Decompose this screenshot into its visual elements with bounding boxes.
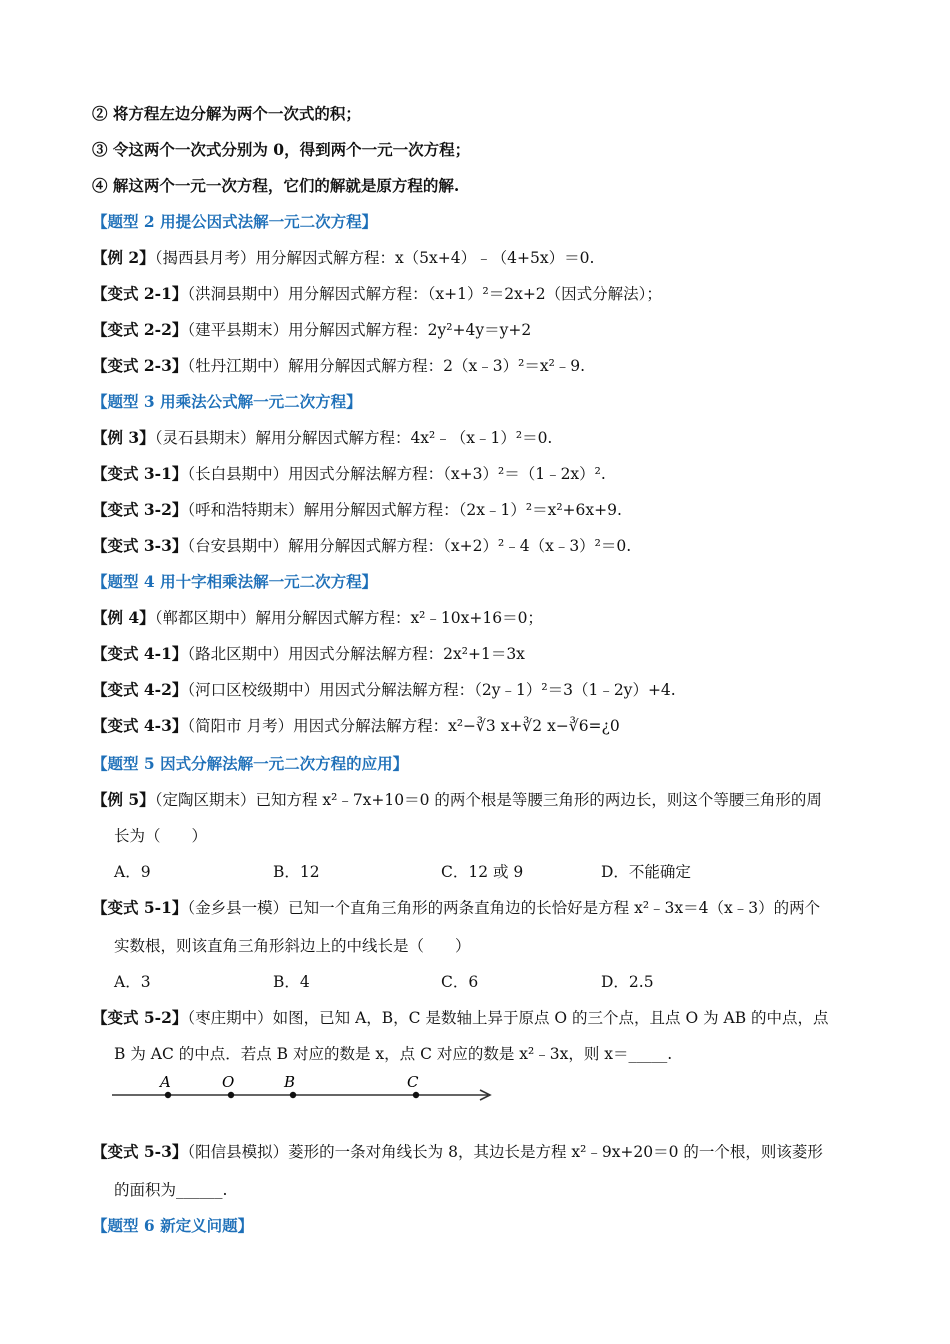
variant-5-2	[92, 1008, 829, 1028]
variant-5-3-tag: 【变式 5-3】	[92, 1142, 188, 1161]
variant-5-1-cont: 实数根，则该直角三角形斜边上的中线长是（ ）	[114, 937, 471, 955]
variant-4-3	[92, 716, 620, 736]
variant-4-2	[92, 680, 676, 700]
point-o-label: O	[222, 1073, 235, 1091]
variant-3-1	[92, 464, 606, 484]
variant-2-3	[92, 356, 585, 376]
heading-type-2: 【题型 2 用提公因式法解一元二次方程】	[92, 212, 378, 231]
variant-3-2	[92, 500, 622, 520]
variant-5-1	[92, 898, 820, 918]
example-3	[92, 428, 552, 448]
variant-3-3-text: （台安县期中）解用分解因式解方程：（x+2）²﹣4（x﹣3）²＝0.	[187, 537, 632, 555]
example-5-option-d: D．不能确定	[601, 863, 691, 881]
variant-4-2-tag: 【变式 4-2】	[92, 680, 188, 699]
variant-4-2-text: （河口区校级期中）用因式分解法解方程：（2y﹣1）²＝3（1﹣2y）+4.	[187, 681, 676, 699]
variant-3-3	[92, 536, 631, 556]
variant-4-3-tag: 【变式 4-3】	[92, 716, 188, 735]
variant-3-3-tag: 【变式 3-3】	[92, 536, 188, 555]
example-5	[92, 790, 822, 810]
step-4: ④ 解这两个一元一次方程，它们的解就是原方程的解.	[92, 176, 460, 195]
variant-5-3-cont: 的面积为______.	[114, 1181, 228, 1199]
variant-3-2-text: （呼和浩特期末）解用分解因式解方程：（2x﹣1）²＝x²+6x+9.	[187, 501, 622, 519]
variant-5-1-option-b: B．4	[273, 973, 310, 991]
example-2	[92, 248, 594, 268]
point-c	[413, 1092, 419, 1098]
variant-2-3-tag: 【变式 2-3】	[92, 356, 188, 375]
example-5-option-a: A．9	[114, 863, 151, 881]
point-b	[290, 1092, 296, 1098]
variant-2-2	[92, 320, 531, 340]
variant-5-2-text: （枣庄期中）如图，已知 A，B，C 是数轴上异于原点 O 的三个点，且点 O 为 AB 的中点，点	[187, 1009, 829, 1027]
point-b-label: B	[284, 1073, 296, 1091]
variant-4-3-text: （简阳市 月考）用因式分解法解方程：x²−∛3 x+∛2 x−∛6=¿0	[187, 717, 620, 735]
step-2: ② 将方程左边分解为两个一次式的积；	[92, 104, 361, 123]
variant-5-1-option-d: D．2.5	[601, 973, 654, 991]
example-4-text: （郸都区期中）解用分解因式解方程：x²﹣10x+16＝0；	[154, 609, 543, 627]
point-c-label: C	[407, 1073, 419, 1091]
variant-5-3-text: （阳信县模拟）菱形的一条对角线长为 8，其边长是方程 x²﹣9x+20＝0 的一个根，则该菱形	[187, 1143, 823, 1161]
heading-type-4: 【题型 4 用十字相乘法解一元二次方程】	[92, 572, 378, 591]
point-a-label: A	[160, 1073, 171, 1091]
step-3: ③ 令这两个一次式分别为 0，得到两个一元一次方程；	[92, 140, 471, 159]
example-5-tag: 【例 5】	[92, 790, 155, 809]
variant-5-2-tag: 【变式 5-2】	[92, 1008, 188, 1027]
variant-4-1-text: （路北区期中）用因式分解法解方程：2x²+1＝3x	[187, 645, 525, 663]
variant-3-1-tag: 【变式 3-1】	[92, 464, 188, 483]
variant-5-1-tag: 【变式 5-1】	[92, 898, 188, 917]
heading-type-3: 【题型 3 用乘法公式解一元二次方程】	[92, 392, 362, 411]
point-o	[228, 1092, 234, 1098]
example-5-text: （定陶区期末）已知方程 x²﹣7x+10＝0 的两个根是等腰三角形的两边长，则这个等腰三角形的周	[154, 791, 822, 809]
variant-2-2-tag: 【变式 2-2】	[92, 320, 188, 339]
example-5-cont: 长为（ ）	[114, 827, 208, 845]
variant-2-3-text: （牡丹江期中）解用分解因式解方程：2（x﹣3）²＝x²﹣9.	[187, 357, 586, 375]
variant-2-2-text: （建平县期末）用分解因式解方程：2y²+4y＝y+2	[187, 321, 532, 339]
variant-4-1-tag: 【变式 4-1】	[92, 644, 188, 663]
example-3-tag: 【例 3】	[92, 428, 155, 447]
variant-5-1-option-a: A．3	[114, 973, 151, 991]
variant-5-2-cont: B 为 AC 的中点．若点 B 对应的数是 x，点 C 对应的数是 x²﹣3x，则 x＝_____.	[114, 1045, 673, 1063]
variant-5-1-text: （金乡县一模）已知一个直角三角形的两条直角边的长恰好是方程 x²﹣3x＝4（x﹣3）的两个	[187, 899, 821, 917]
variant-3-1-text: （长白县期中）用因式分解法解方程：（x+3）²＝（1﹣2x）².	[187, 465, 606, 483]
heading-type-5: 【题型 5 因式分解法解一元二次方程的应用】	[92, 754, 409, 773]
number-line-figure	[108, 1072, 500, 1112]
example-2-tag: 【例 2】	[92, 248, 155, 267]
example-4	[92, 608, 543, 628]
example-3-text: （灵石县期末）解用分解因式解方程：4x²﹣（x﹣1）²＝0.	[154, 429, 553, 447]
example-2-text: （揭西县月考）用分解因式解方程：x（5x+4）﹣（4+5x）＝0.	[154, 249, 595, 267]
variant-2-1-tag: 【变式 2-1】	[92, 284, 188, 303]
variant-2-1	[92, 284, 662, 304]
variant-5-1-option-c: C．6	[441, 973, 479, 991]
example-5-option-c: C．12 或 9	[441, 863, 524, 881]
variant-5-3	[92, 1142, 823, 1162]
heading-type-6: 【题型 6 新定义问题】	[92, 1216, 254, 1235]
variant-4-1	[92, 644, 525, 664]
example-4-tag: 【例 4】	[92, 608, 155, 627]
variant-3-2-tag: 【变式 3-2】	[92, 500, 188, 519]
variant-2-1-text: （洪洞县期中）用分解因式解方程：（x+1）²＝2x+2（因式分解法）；	[187, 285, 662, 303]
example-5-option-b: B．12	[273, 863, 320, 881]
point-a	[165, 1092, 171, 1098]
